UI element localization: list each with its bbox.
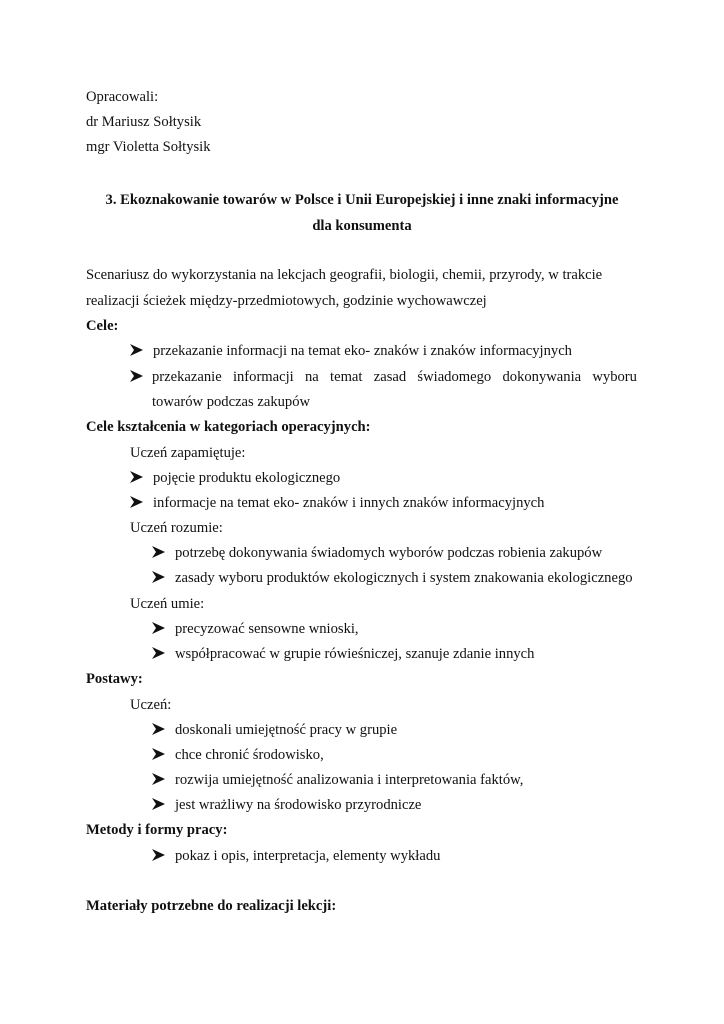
list-item xyxy=(152,746,324,764)
arrow-bullet-icon xyxy=(152,647,165,659)
list-item xyxy=(152,721,397,739)
arrow-bullet-icon xyxy=(152,723,165,735)
list-item-text: rozwija umiejętność analizowania i interpretowania faktów, xyxy=(175,772,524,788)
metody-heading: Metody i formy pracy: xyxy=(86,822,228,838)
cele-item-1 xyxy=(130,342,572,360)
author-1: dr Mariusz Sołtysik xyxy=(86,114,202,130)
author-2: mgr Violetta Sołtysik xyxy=(86,139,211,155)
cele-item-2-continuation: towarów podczas zakupów xyxy=(152,394,311,410)
list-item-text: jest wrażliwy na środowisko przyrodnicze xyxy=(175,797,422,813)
document-title-line-1: 3. Ekoznakowanie towarów w Polsce i Unii Europejskiej i inne znaki informacyjne xyxy=(105,192,619,208)
arrow-bullet-icon xyxy=(152,849,165,861)
arrow-bullet-icon xyxy=(130,496,143,508)
word: przekazanie xyxy=(152,369,222,385)
list-item xyxy=(152,645,534,663)
list-item xyxy=(152,544,602,562)
intro-line-2: realizacji ścieżek między-przedmiotowych, godzinie wychowawczej xyxy=(86,293,487,309)
list-item-text: współpracować w grupie rówieśniczej, szanuje zdanie innych xyxy=(175,646,535,662)
arrow-bullet-icon xyxy=(152,571,165,583)
word: temat xyxy=(330,369,363,385)
umie-label: Uczeń umie: xyxy=(130,596,205,612)
arrow-bullet-icon xyxy=(130,344,143,356)
arrow-bullet-icon xyxy=(130,370,143,382)
cele-item-2-text xyxy=(152,368,637,386)
list-item xyxy=(152,620,359,638)
list-item-text: precyzować sensowne wnioski, xyxy=(175,621,359,637)
cele-item-1-text: przekazanie informacji na temat eko- znaków i znaków informacyjnych xyxy=(153,343,572,359)
postawy-heading: Postawy: xyxy=(86,671,143,687)
materialy-heading: Materiały potrzebne do realizacji lekcji: xyxy=(86,898,337,914)
rozumie-label: Uczeń rozumie: xyxy=(130,520,223,536)
list-item-text: chce chronić środowisko, xyxy=(175,747,324,763)
list-item xyxy=(152,796,421,814)
list-item xyxy=(152,847,440,865)
list-item xyxy=(152,771,523,789)
cele-ksztalcenia-heading: Cele kształcenia w kategoriach operacyjnych: xyxy=(86,419,371,435)
list-item-text: pokaz i opis, interpretacja, elementy wykładu xyxy=(175,848,441,864)
zapamietuje-label: Uczeń zapamiętuje: xyxy=(130,445,246,461)
document-title-line-2: dla konsumenta xyxy=(312,218,412,234)
word: zasad xyxy=(373,369,407,385)
arrow-bullet-icon xyxy=(152,622,165,634)
intro-line-1: Scenariusz do wykorzystania na lekcjach geografii, biologii, chemii, przyrody, w trakcie xyxy=(86,267,603,283)
arrow-bullet-icon xyxy=(152,773,165,785)
word: świadomego xyxy=(417,369,492,385)
list-item-text: zasady wyboru produktów ekologicznych i system znakowania ekologicznego xyxy=(175,570,633,586)
list-item xyxy=(152,569,633,587)
arrow-bullet-icon xyxy=(152,546,165,558)
list-item xyxy=(130,469,340,487)
word: informacji xyxy=(232,369,294,385)
word: wyboru xyxy=(592,369,637,385)
list-item-text: potrzebę dokonywania świadomych wyborów podczas robienia zakupów xyxy=(175,545,603,561)
cele-item-2-bullet xyxy=(130,368,153,386)
list-item-text: doskonali umiejętność pracy w grupie xyxy=(175,722,398,738)
word: dokonywania xyxy=(502,369,582,385)
authors-heading: Opracowali: xyxy=(86,89,159,105)
postawy-label: Uczeń: xyxy=(130,697,172,713)
list-item-text: pojęcie produktu ekologicznego xyxy=(153,470,341,486)
arrow-bullet-icon xyxy=(152,748,165,760)
cele-heading: Cele: xyxy=(86,318,119,334)
arrow-bullet-icon xyxy=(152,798,165,810)
list-item xyxy=(130,494,544,512)
word: na xyxy=(305,369,319,385)
arrow-bullet-icon xyxy=(130,471,143,483)
list-item-text: informacje na temat eko- znaków i innych znaków informacyjnych xyxy=(153,495,545,511)
